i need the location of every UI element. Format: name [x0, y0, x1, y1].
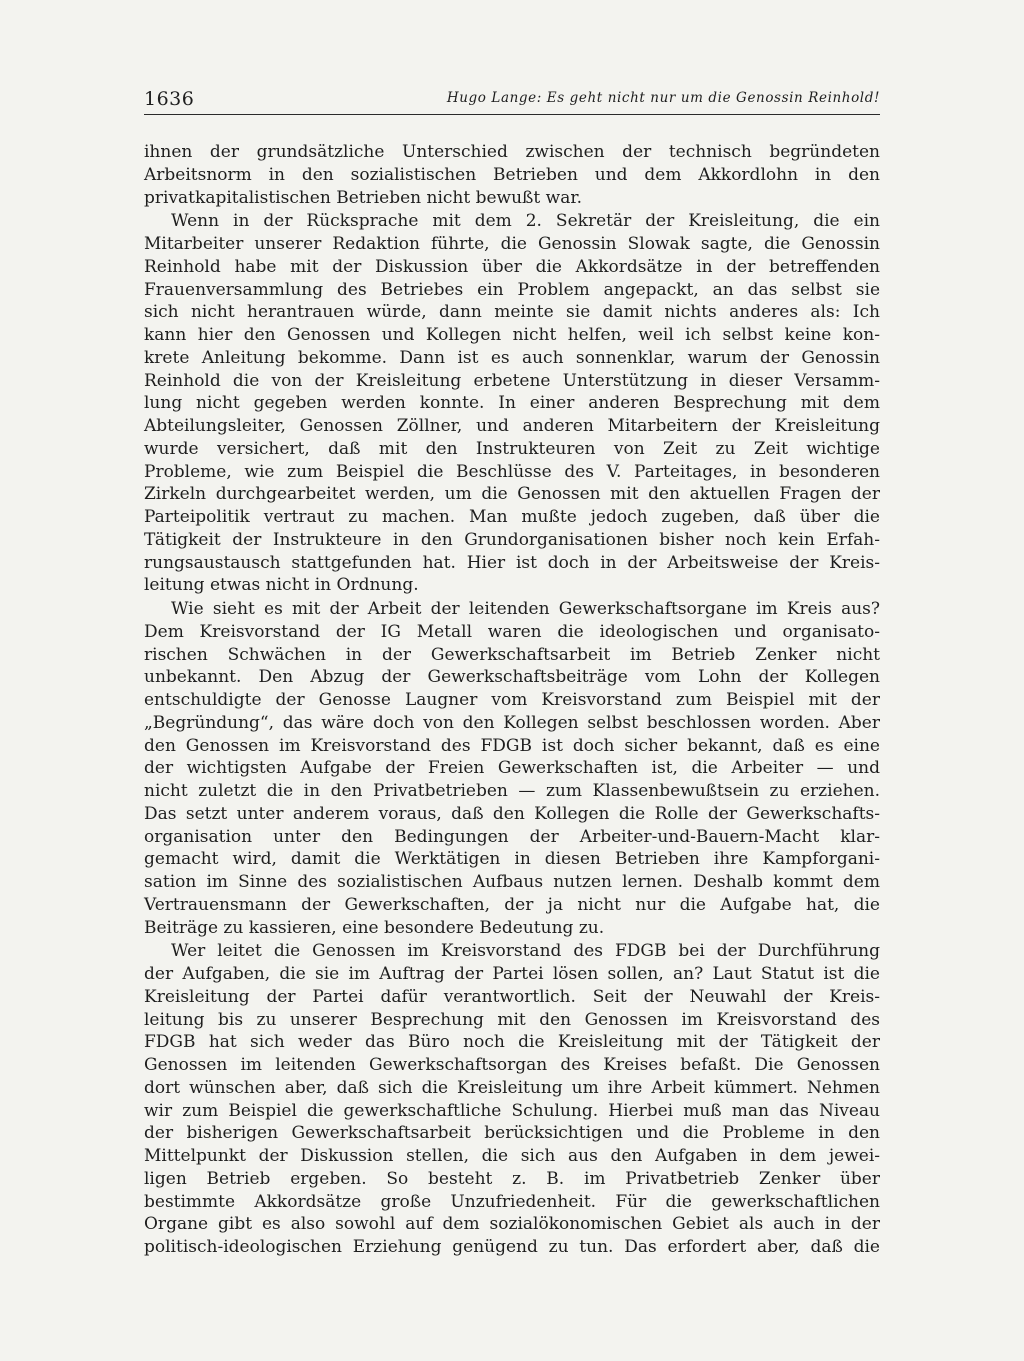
running-head: Hugo Lange: Es geht nicht nur um die Genossin Reinhold! [446, 90, 880, 106]
text-line: lung nicht gegeben werden konnte. In einer anderen Besprechung mit dem [144, 393, 880, 414]
text-line: leitung bis zu unserer Besprechung mit den Genossen im Kreisvorstand des [144, 1009, 880, 1030]
text-line: Dem Kreisvorstand der IG Metall waren die ideologischen und organisato- [144, 621, 880, 642]
page-number: 1636 [144, 88, 195, 110]
text-line: kann hier den Genossen und Kollegen nicht helfen, weil ich selbst keine kon- [144, 325, 880, 345]
text-line: ihnen der grundsätzliche Unterschied zwischen der technisch begründeten [144, 142, 880, 162]
paragraph [144, 598, 880, 939]
text-line: der wichtigsten Aufgabe der Freien Gewerkschaften ist, die Arbeiter — und [144, 758, 880, 779]
text-line: krete Anleitung bekomme. Dann ist es auch sonnenklar, warum der Genossin [144, 347, 880, 368]
text-line: Frauenversammlung des Betriebes ein Problem angepackt, an das selbst sie [144, 279, 880, 300]
text-line: rungsaustausch stattgefunden hat. Hier ist doch in der Arbeitsweise der Kreis- [144, 552, 880, 573]
text-line: wurde versichert, daß mit den Instrukteuren von Zeit zu Zeit wichtige [144, 438, 880, 459]
text-line: Organe gibt es also sowohl auf dem sozialökonomischen Gebiet als auch in der [144, 1214, 880, 1235]
paragraph [144, 210, 880, 597]
text-line: ligen Betrieb ergeben. So besteht z. B. im Privatbetrieb Zenker über [144, 1168, 880, 1189]
paragraph [144, 141, 880, 209]
text-line: Probleme, wie zum Beispiel die Beschlüsse des V. Parteitages, in besonderen [144, 461, 880, 482]
text-line: Das setzt unter anderem voraus, daß den Kollegen die Rolle der Gewerkschafts- [144, 803, 880, 824]
text-line: rischen Schwächen in der Gewerkschaftsarbeit im Betrieb Zenker nicht [144, 644, 880, 665]
text-line: nicht zuletzt die in den Privatbetrieben — zum Klassenbewußtsein zu erziehen. [144, 781, 880, 801]
text-line: Arbeitsnorm in den sozialistischen Betrieben und dem Akkordlohn in den [144, 164, 880, 185]
text-line: Parteipolitik vertraut zu machen. Man mußte jedoch zugeben, daß über die [144, 507, 880, 527]
text-line: der Aufgaben, die sie im Auftrag der Partei lösen sollen, an? Laut Statut ist die [144, 964, 880, 984]
text-line: leitung etwas nicht in Ordnung. [144, 575, 419, 596]
text-line: dort wünschen aber, daß sich die Kreisleitung um ihre Arbeit kümmert. Nehmen [144, 1077, 880, 1098]
text-line: FDGB hat sich weder das Büro noch die Kreisleitung mit der Tätigkeit der [144, 1032, 880, 1053]
article-body [144, 141, 880, 1259]
text-line: Mitarbeiter unserer Redaktion führte, die Genossin Slowak sagte, die Genossin [144, 234, 880, 254]
text-line: sich nicht herantrauen würde, dann meinte sie damit nichts anderes als: Ich [144, 302, 880, 323]
text-line: Wenn in der Rücksprache mit dem 2. Sekretär der Kreisleitung, die ein [171, 211, 880, 232]
text-line: Kreisleitung der Partei dafür verantwortlich. Seit der Neuwahl der Kreis- [144, 986, 880, 1007]
text-line: Abteilungsleiter, Genossen Zöllner, und anderen Mitarbeitern der Kreisleitung [144, 416, 880, 436]
text-line: wir zum Beispiel die gewerkschaftliche Schulung. Hierbei muß man das Niveau [144, 1100, 880, 1121]
text-line: politisch-ideologischen Erziehung genügend zu tun. Das erfordert aber, daß die [144, 1237, 880, 1257]
text-line: entschuldigte der Genosse Laugner vom Kreisvorstand zum Beispiel mit der [144, 690, 880, 710]
text-line: Vertrauensmann der Gewerkschaften, der ja nicht nur die Aufgabe hat, die [144, 894, 880, 915]
paragraph [144, 940, 880, 1259]
text-line: organisation unter den Bedingungen der Arbeiter-und-Bauern-Macht klar- [144, 826, 880, 847]
text-line: den Genossen im Kreisvorstand des FDGB ist doch sicher bekannt, daß es eine [144, 735, 880, 756]
text-line: Zirkeln durchgearbeitet werden, um die Genossen mit den aktuellen Fragen der [144, 484, 880, 505]
text-line: Tätigkeit der Instrukteure in den Grundorganisationen bisher noch kein Erfah- [144, 529, 880, 550]
text-line: Wer leitet die Genossen im Kreisvorstand des FDGB bei der Durchführung [171, 941, 880, 962]
text-line: „Begründung“, das wäre doch von den Kollegen selbst beschlossen worden. Aber [144, 712, 880, 733]
text-line: sation im Sinne des sozialistischen Aufbaus nutzen lernen. Deshalb kommt dem [144, 872, 880, 892]
text-line: unbekannt. Den Abzug der Gewerkschaftsbeiträge vom Lohn der Kollegen [144, 667, 880, 688]
page-header [144, 88, 880, 115]
text-line: Reinhold die von der Kreisleitung erbetene Unterstützung in dieser Versamm- [144, 370, 880, 391]
text-line: gemacht wird, damit die Werktätigen in diesen Betrieben ihre Kampforgani- [144, 849, 880, 870]
text-line: Reinhold habe mit der Diskussion über die Akkordsätze in der betreffenden [144, 256, 880, 277]
text-line: der bisherigen Gewerkschaftsarbeit berücksichtigen und die Probleme in den [144, 1123, 880, 1144]
text-line: Genossen im leitenden Gewerkschaftsorgan des Kreises befaßt. Die Genossen [144, 1055, 880, 1075]
text-line: Wie sieht es mit der Arbeit der leitenden Gewerkschaftsorgane im Kreis aus? [171, 599, 880, 619]
text-line: Mittelpunkt der Diskussion stellen, die sich aus den Aufgaben in dem jewei- [144, 1146, 880, 1166]
text-line: Beiträge zu kassieren, eine besondere Bedeutung zu. [144, 917, 605, 938]
text-line: bestimmte Akkordsätze große Unzufriedenheit. Für die gewerkschaftlichen [144, 1191, 880, 1212]
text-line: privatkapitalistischen Betrieben nicht bewußt war. [144, 187, 582, 208]
